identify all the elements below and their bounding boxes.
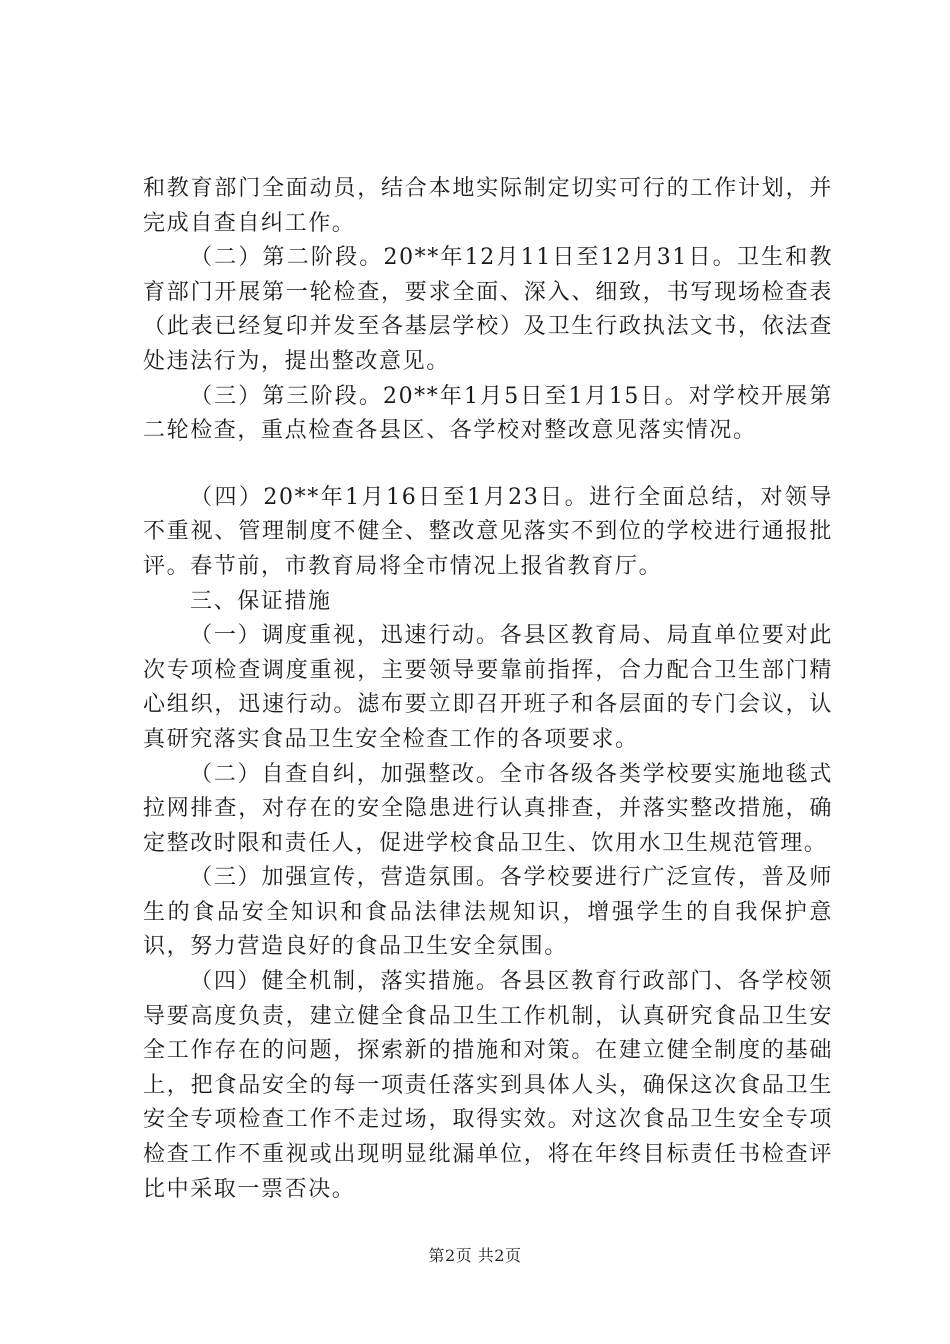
paragraph-measure-one: （一）调度重视，迅速行动。各县区教育局、局直单位要对此次专项检查调度重视，主要领导要靠前指挥，合力配合卫生部门精心组织，迅速行动。滤布要立即召开班子和各层面的专门会议，认真研究落实食品卫生安全检查工作的各项要求。	[143, 623, 833, 752]
paragraph-stage-two: （二）第二阶段。20**年12月11日至12月31日。卫生和教育部门开展第一轮检查，要求全面、深入、细致，书写现场检查表（此表已经复印并发至各基层学校）及卫生行政执法文书，依法查处违法行为，提出整改意见。	[143, 245, 833, 374]
page-footer: 第2页 共2页	[428, 1246, 522, 1265]
paragraph-continuation: 和教育部门全面动员，结合本地实际制定切实可行的工作计划，并完成自查自纠工作。	[143, 176, 833, 236]
section-heading-guarantee-measures: 三、保证措施	[190, 588, 332, 614]
paragraph-stage-three: （三）第三阶段。20**年1月5日至1月15日。对学校开展第二轮检查，重点检查各县区、各学校对整改意见落实情况。	[143, 383, 833, 444]
paragraph-measure-two: （二）自查自纠，加强整改。全市各级各类学校要实施地毯式拉网排查，对存在的安全隐患进行认真排查，并落实整改措施，确定整改时限和责任人，促进学校食品卫生、饮用水卫生规范管理。	[143, 761, 833, 856]
paragraph-measure-three: （三）加强宣传，营造氛围。各学校要进行广泛宣传，普及师生的食品安全知识和食品法律法规知识，增强学生的自我保护意识，努力营造良好的食品卫生安全氛围。	[143, 865, 833, 960]
paragraph-measure-four: （四）健全机制，落实措施。各县区教育行政部门、各学校领导要高度负责，建立健全食品卫生工作机制，认真研究食品卫生安全工作存在的问题，探索新的措施和对策。在建立健全制度的基础上，把食品安全的每一项责任落实到具体人头，确保这次食品卫生安全专项检查工作不走过场，取得实效。对这次食品卫生安全专项检查工作不重视或出现明显纰漏单位，将在年终目标责任书检查评比中采取一票否决。	[143, 969, 833, 1202]
paragraph-stage-four: （四）20**年1月16日至1月23日。进行全面总结，对领导不重视、管理制度不健全、整改意见落实不到位的学校进行通报批评。春节前，市教育局将全市情况上报省教育厅。	[143, 484, 833, 579]
document-body	[143, 172, 833, 1207]
paragraph-spacer	[143, 449, 833, 481]
